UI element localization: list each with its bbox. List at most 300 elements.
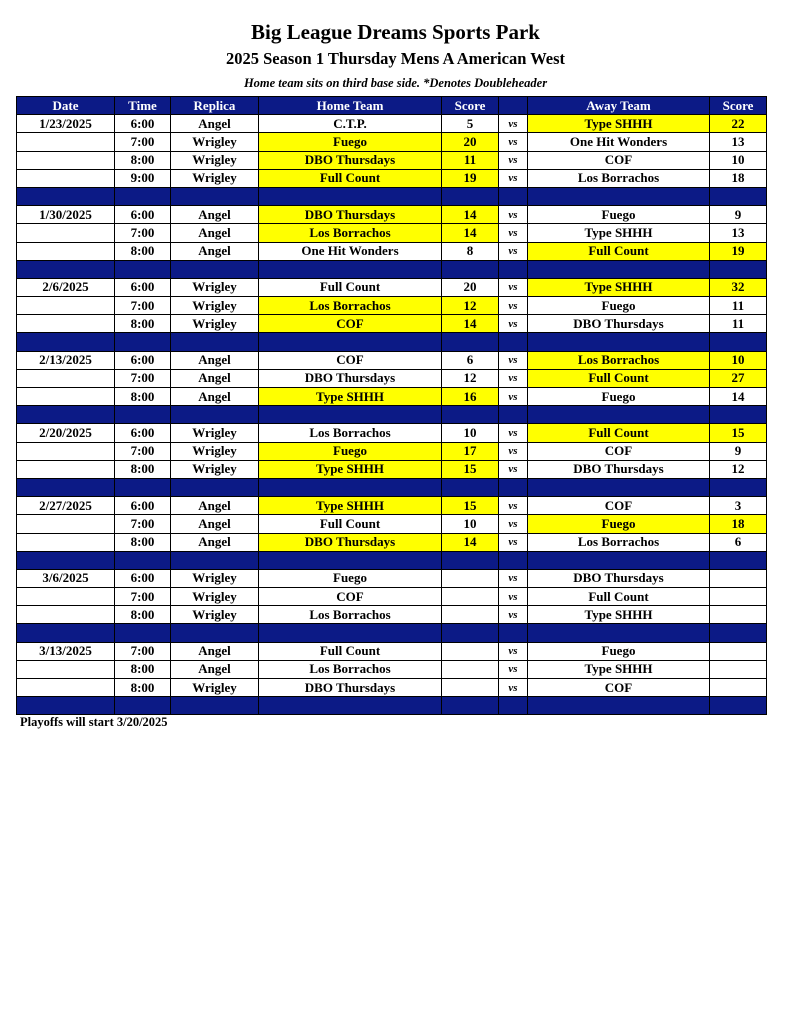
separator-cell xyxy=(115,333,171,351)
game-row xyxy=(17,424,767,442)
game-replica-field: Angel xyxy=(171,388,259,406)
separator-cell xyxy=(171,333,259,351)
game-row xyxy=(17,278,767,296)
separator-cell xyxy=(499,624,528,642)
week-separator xyxy=(17,260,767,278)
game-time: 6:00 xyxy=(115,115,171,133)
game-time: 8:00 xyxy=(115,679,171,697)
game-time: 7:00 xyxy=(115,133,171,151)
away-score: 18 xyxy=(710,169,767,187)
game-row xyxy=(17,351,767,369)
vs-label: vs xyxy=(499,460,528,478)
game-date xyxy=(17,169,115,187)
away-team: Type SHHH xyxy=(528,606,710,624)
vs-label: vs xyxy=(499,278,528,296)
game-time: 6:00 xyxy=(115,424,171,442)
away-team: Los Borrachos xyxy=(528,533,710,551)
game-row xyxy=(17,315,767,333)
game-row xyxy=(17,224,767,242)
away-score: 3 xyxy=(710,497,767,515)
separator-cell xyxy=(528,406,710,424)
away-team: DBO Thursdays xyxy=(528,315,710,333)
home-team: Fuego xyxy=(259,133,442,151)
game-time: 7:00 xyxy=(115,642,171,660)
away-team: Full Count xyxy=(528,369,710,387)
separator-cell xyxy=(499,406,528,424)
separator-cell xyxy=(442,260,499,278)
game-row xyxy=(17,460,767,478)
column-header-date: Date xyxy=(17,97,115,115)
game-time: 8:00 xyxy=(115,242,171,260)
vs-label: vs xyxy=(499,533,528,551)
separator-cell xyxy=(171,697,259,715)
away-team: DBO Thursdays xyxy=(528,569,710,587)
vs-label: vs xyxy=(499,315,528,333)
home-team: One Hit Wonders xyxy=(259,242,442,260)
game-time: 9:00 xyxy=(115,169,171,187)
column-header-time: Time xyxy=(115,97,171,115)
away-score: 12 xyxy=(710,460,767,478)
column-header-away-team: Away Team xyxy=(528,97,710,115)
away-team: Type SHHH xyxy=(528,224,710,242)
home-team: Full Count xyxy=(259,169,442,187)
home-score: 19 xyxy=(442,169,499,187)
separator-cell xyxy=(442,478,499,496)
game-date xyxy=(17,369,115,387)
game-time: 7:00 xyxy=(115,369,171,387)
home-score: 14 xyxy=(442,533,499,551)
away-score: 9 xyxy=(710,206,767,224)
game-replica-field: Wrigley xyxy=(171,460,259,478)
game-replica-field: Angel xyxy=(171,242,259,260)
separator-cell xyxy=(17,624,115,642)
away-team: Fuego xyxy=(528,206,710,224)
column-header-replica: Replica xyxy=(171,97,259,115)
week-separator xyxy=(17,551,767,569)
page-title: Big League Dreams Sports Park xyxy=(251,20,540,44)
game-date xyxy=(17,515,115,533)
game-date xyxy=(17,151,115,169)
game-row xyxy=(17,588,767,606)
away-score: 10 xyxy=(710,151,767,169)
away-score: 22 xyxy=(710,115,767,133)
away-score: 27 xyxy=(710,369,767,387)
separator-cell xyxy=(442,697,499,715)
home-team: Full Count xyxy=(259,278,442,296)
away-score xyxy=(710,588,767,606)
game-replica-field: Angel xyxy=(171,660,259,678)
vs-label: vs xyxy=(499,515,528,533)
vs-label: vs xyxy=(499,569,528,587)
separator-cell xyxy=(17,697,115,715)
home-score: 20 xyxy=(442,133,499,151)
home-team: DBO Thursdays xyxy=(259,679,442,697)
week-separator xyxy=(17,478,767,496)
vs-label: vs xyxy=(499,351,528,369)
separator-cell xyxy=(528,187,710,205)
game-row xyxy=(17,515,767,533)
game-replica-field: Wrigley xyxy=(171,151,259,169)
vs-label: vs xyxy=(499,642,528,660)
separator-cell xyxy=(17,406,115,424)
separator-cell xyxy=(171,260,259,278)
home-team: Los Borrachos xyxy=(259,606,442,624)
home-score: 5 xyxy=(442,115,499,133)
separator-cell xyxy=(442,187,499,205)
home-score: 12 xyxy=(442,297,499,315)
away-team: COF xyxy=(528,442,710,460)
game-replica-field: Angel xyxy=(171,515,259,533)
game-row xyxy=(17,242,767,260)
game-replica-field: Wrigley xyxy=(171,606,259,624)
game-date: 1/23/2025 xyxy=(17,115,115,133)
away-team: Full Count xyxy=(528,424,710,442)
away-team: Fuego xyxy=(528,515,710,533)
game-date xyxy=(17,133,115,151)
week-separator xyxy=(17,697,767,715)
schedule-note: Home team sits on third base side. *Denotes Doubleheader xyxy=(243,76,548,90)
game-replica-field: Angel xyxy=(171,642,259,660)
game-date: 1/30/2025 xyxy=(17,206,115,224)
separator-cell xyxy=(259,551,442,569)
game-date xyxy=(17,442,115,460)
away-score: 19 xyxy=(710,242,767,260)
home-score: 10 xyxy=(442,515,499,533)
separator-cell xyxy=(710,406,767,424)
home-score: 14 xyxy=(442,315,499,333)
home-score: 20 xyxy=(442,278,499,296)
page-subtitle: 2025 Season 1 Thursday Mens A American West xyxy=(225,49,566,68)
separator-cell xyxy=(171,478,259,496)
game-row xyxy=(17,206,767,224)
game-replica-field: Angel xyxy=(171,369,259,387)
game-replica-field: Angel xyxy=(171,206,259,224)
column-header-home-score: Score xyxy=(442,97,499,115)
separator-cell xyxy=(115,478,171,496)
separator-cell xyxy=(259,333,442,351)
away-team: One Hit Wonders xyxy=(528,133,710,151)
home-team: Type SHHH xyxy=(259,497,442,515)
game-replica-field: Angel xyxy=(171,351,259,369)
away-score: 14 xyxy=(710,388,767,406)
game-replica-field: Wrigley xyxy=(171,169,259,187)
game-date xyxy=(17,297,115,315)
separator-cell xyxy=(115,624,171,642)
home-team: Fuego xyxy=(259,442,442,460)
separator-cell xyxy=(171,187,259,205)
separator-cell xyxy=(17,478,115,496)
game-date xyxy=(17,242,115,260)
away-score: 32 xyxy=(710,278,767,296)
away-team: Los Borrachos xyxy=(528,169,710,187)
playoffs-note: Playoffs will start 3/20/2025 xyxy=(20,715,168,729)
separator-cell xyxy=(259,260,442,278)
game-row xyxy=(17,606,767,624)
away-team: Type SHHH xyxy=(528,660,710,678)
away-team: Type SHHH xyxy=(528,115,710,133)
home-score: 14 xyxy=(442,224,499,242)
away-score: 13 xyxy=(710,224,767,242)
separator-cell xyxy=(115,406,171,424)
week-separator xyxy=(17,333,767,351)
home-score: 11 xyxy=(442,151,499,169)
separator-cell xyxy=(259,624,442,642)
game-time: 7:00 xyxy=(115,515,171,533)
vs-label: vs xyxy=(499,369,528,387)
vs-label: vs xyxy=(499,388,528,406)
game-row xyxy=(17,569,767,587)
game-row xyxy=(17,151,767,169)
game-row xyxy=(17,642,767,660)
home-score: 12 xyxy=(442,369,499,387)
game-date: 2/6/2025 xyxy=(17,278,115,296)
home-score xyxy=(442,660,499,678)
game-replica-field: Wrigley xyxy=(171,679,259,697)
game-row xyxy=(17,297,767,315)
separator-cell xyxy=(710,260,767,278)
schedule-body xyxy=(17,115,767,715)
game-date xyxy=(17,606,115,624)
game-date xyxy=(17,679,115,697)
home-team: Los Borrachos xyxy=(259,424,442,442)
game-date: 3/13/2025 xyxy=(17,642,115,660)
home-team: Los Borrachos xyxy=(259,224,442,242)
game-row xyxy=(17,660,767,678)
home-team: Full Count xyxy=(259,515,442,533)
vs-label: vs xyxy=(499,115,528,133)
home-score: 17 xyxy=(442,442,499,460)
week-separator xyxy=(17,187,767,205)
separator-cell xyxy=(115,551,171,569)
game-date xyxy=(17,660,115,678)
game-row xyxy=(17,133,767,151)
home-team: Fuego xyxy=(259,569,442,587)
away-score xyxy=(710,642,767,660)
separator-cell xyxy=(499,333,528,351)
game-time: 8:00 xyxy=(115,606,171,624)
game-date xyxy=(17,588,115,606)
separator-cell xyxy=(528,624,710,642)
game-date xyxy=(17,460,115,478)
separator-cell xyxy=(259,187,442,205)
home-score: 16 xyxy=(442,388,499,406)
game-row xyxy=(17,679,767,697)
game-time: 6:00 xyxy=(115,497,171,515)
game-date: 2/13/2025 xyxy=(17,351,115,369)
away-team: Fuego xyxy=(528,388,710,406)
game-replica-field: Angel xyxy=(171,224,259,242)
vs-label: vs xyxy=(499,151,528,169)
home-score: 14 xyxy=(442,206,499,224)
game-row xyxy=(17,115,767,133)
home-score xyxy=(442,642,499,660)
away-score xyxy=(710,606,767,624)
vs-label: vs xyxy=(499,242,528,260)
game-replica-field: Wrigley xyxy=(171,424,259,442)
week-separator xyxy=(17,406,767,424)
game-date: 2/20/2025 xyxy=(17,424,115,442)
vs-label: vs xyxy=(499,679,528,697)
game-row xyxy=(17,497,767,515)
column-header-vs xyxy=(499,97,528,115)
game-row xyxy=(17,369,767,387)
separator-cell xyxy=(528,333,710,351)
separator-cell xyxy=(499,697,528,715)
home-team: COF xyxy=(259,588,442,606)
separator-cell xyxy=(528,697,710,715)
separator-cell xyxy=(259,406,442,424)
week-separator xyxy=(17,624,767,642)
away-team: Fuego xyxy=(528,297,710,315)
home-score xyxy=(442,588,499,606)
separator-cell xyxy=(442,624,499,642)
separator-cell xyxy=(499,478,528,496)
separator-cell xyxy=(115,260,171,278)
game-time: 7:00 xyxy=(115,224,171,242)
separator-cell xyxy=(17,551,115,569)
game-time: 7:00 xyxy=(115,442,171,460)
separator-cell xyxy=(259,478,442,496)
separator-cell xyxy=(259,697,442,715)
away-team: COF xyxy=(528,679,710,697)
game-time: 7:00 xyxy=(115,297,171,315)
header-row xyxy=(17,97,767,115)
home-team: DBO Thursdays xyxy=(259,369,442,387)
home-score: 8 xyxy=(442,242,499,260)
separator-cell xyxy=(710,624,767,642)
game-replica-field: Wrigley xyxy=(171,569,259,587)
game-replica-field: Wrigley xyxy=(171,278,259,296)
away-team: Full Count xyxy=(528,242,710,260)
separator-cell xyxy=(499,260,528,278)
away-team: Type SHHH xyxy=(528,278,710,296)
game-time: 8:00 xyxy=(115,533,171,551)
separator-cell xyxy=(442,551,499,569)
game-row xyxy=(17,169,767,187)
separator-cell xyxy=(17,187,115,205)
game-time: 8:00 xyxy=(115,388,171,406)
game-replica-field: Wrigley xyxy=(171,297,259,315)
home-score: 15 xyxy=(442,497,499,515)
game-replica-field: Wrigley xyxy=(171,315,259,333)
away-score: 10 xyxy=(710,351,767,369)
separator-cell xyxy=(528,260,710,278)
column-header-away-score: Score xyxy=(710,97,767,115)
separator-cell xyxy=(171,406,259,424)
game-time: 8:00 xyxy=(115,151,171,169)
separator-cell xyxy=(528,551,710,569)
away-score: 6 xyxy=(710,533,767,551)
separator-cell xyxy=(710,697,767,715)
separator-cell xyxy=(442,333,499,351)
game-time: 6:00 xyxy=(115,278,171,296)
away-score: 9 xyxy=(710,442,767,460)
away-team: COF xyxy=(528,151,710,169)
game-time: 7:00 xyxy=(115,588,171,606)
game-row xyxy=(17,388,767,406)
home-team: DBO Thursdays xyxy=(259,533,442,551)
home-score: 6 xyxy=(442,351,499,369)
game-time: 6:00 xyxy=(115,569,171,587)
vs-label: vs xyxy=(499,297,528,315)
separator-cell xyxy=(499,551,528,569)
game-time: 8:00 xyxy=(115,460,171,478)
separator-cell xyxy=(115,187,171,205)
separator-cell xyxy=(499,187,528,205)
game-time: 6:00 xyxy=(115,206,171,224)
away-team: Full Count xyxy=(528,588,710,606)
home-team: DBO Thursdays xyxy=(259,206,442,224)
vs-label: vs xyxy=(499,660,528,678)
game-replica-field: Angel xyxy=(171,115,259,133)
game-replica-field: Wrigley xyxy=(171,133,259,151)
away-team: Los Borrachos xyxy=(528,351,710,369)
separator-cell xyxy=(115,697,171,715)
away-team: COF xyxy=(528,497,710,515)
away-team: Fuego xyxy=(528,642,710,660)
home-score xyxy=(442,679,499,697)
away-score: 13 xyxy=(710,133,767,151)
away-score xyxy=(710,679,767,697)
vs-label: vs xyxy=(499,424,528,442)
home-team: Full Count xyxy=(259,642,442,660)
home-team: COF xyxy=(259,351,442,369)
away-team: DBO Thursdays xyxy=(528,460,710,478)
separator-cell xyxy=(171,624,259,642)
vs-label: vs xyxy=(499,606,528,624)
game-date: 2/27/2025 xyxy=(17,497,115,515)
game-time: 8:00 xyxy=(115,660,171,678)
home-team: Los Borrachos xyxy=(259,297,442,315)
separator-cell xyxy=(171,551,259,569)
column-header-home-team: Home Team xyxy=(259,97,442,115)
game-date xyxy=(17,533,115,551)
separator-cell xyxy=(442,406,499,424)
home-score xyxy=(442,569,499,587)
game-row xyxy=(17,533,767,551)
away-score: 11 xyxy=(710,315,767,333)
vs-label: vs xyxy=(499,224,528,242)
separator-cell xyxy=(528,478,710,496)
separator-cell xyxy=(710,478,767,496)
schedule-table xyxy=(16,96,767,715)
game-date: 3/6/2025 xyxy=(17,569,115,587)
vs-label: vs xyxy=(499,442,528,460)
home-team: Type SHHH xyxy=(259,388,442,406)
game-date xyxy=(17,388,115,406)
vs-label: vs xyxy=(499,497,528,515)
game-replica-field: Wrigley xyxy=(171,442,259,460)
vs-label: vs xyxy=(499,169,528,187)
game-time: 6:00 xyxy=(115,351,171,369)
home-score: 10 xyxy=(442,424,499,442)
away-score: 15 xyxy=(710,424,767,442)
separator-cell xyxy=(17,333,115,351)
home-team: Los Borrachos xyxy=(259,660,442,678)
game-time: 8:00 xyxy=(115,315,171,333)
vs-label: vs xyxy=(499,133,528,151)
game-date xyxy=(17,315,115,333)
home-team: DBO Thursdays xyxy=(259,151,442,169)
vs-label: vs xyxy=(499,588,528,606)
home-score: 15 xyxy=(442,460,499,478)
away-score: 11 xyxy=(710,297,767,315)
away-score: 18 xyxy=(710,515,767,533)
game-replica-field: Angel xyxy=(171,497,259,515)
game-row xyxy=(17,442,767,460)
home-score xyxy=(442,606,499,624)
separator-cell xyxy=(710,187,767,205)
